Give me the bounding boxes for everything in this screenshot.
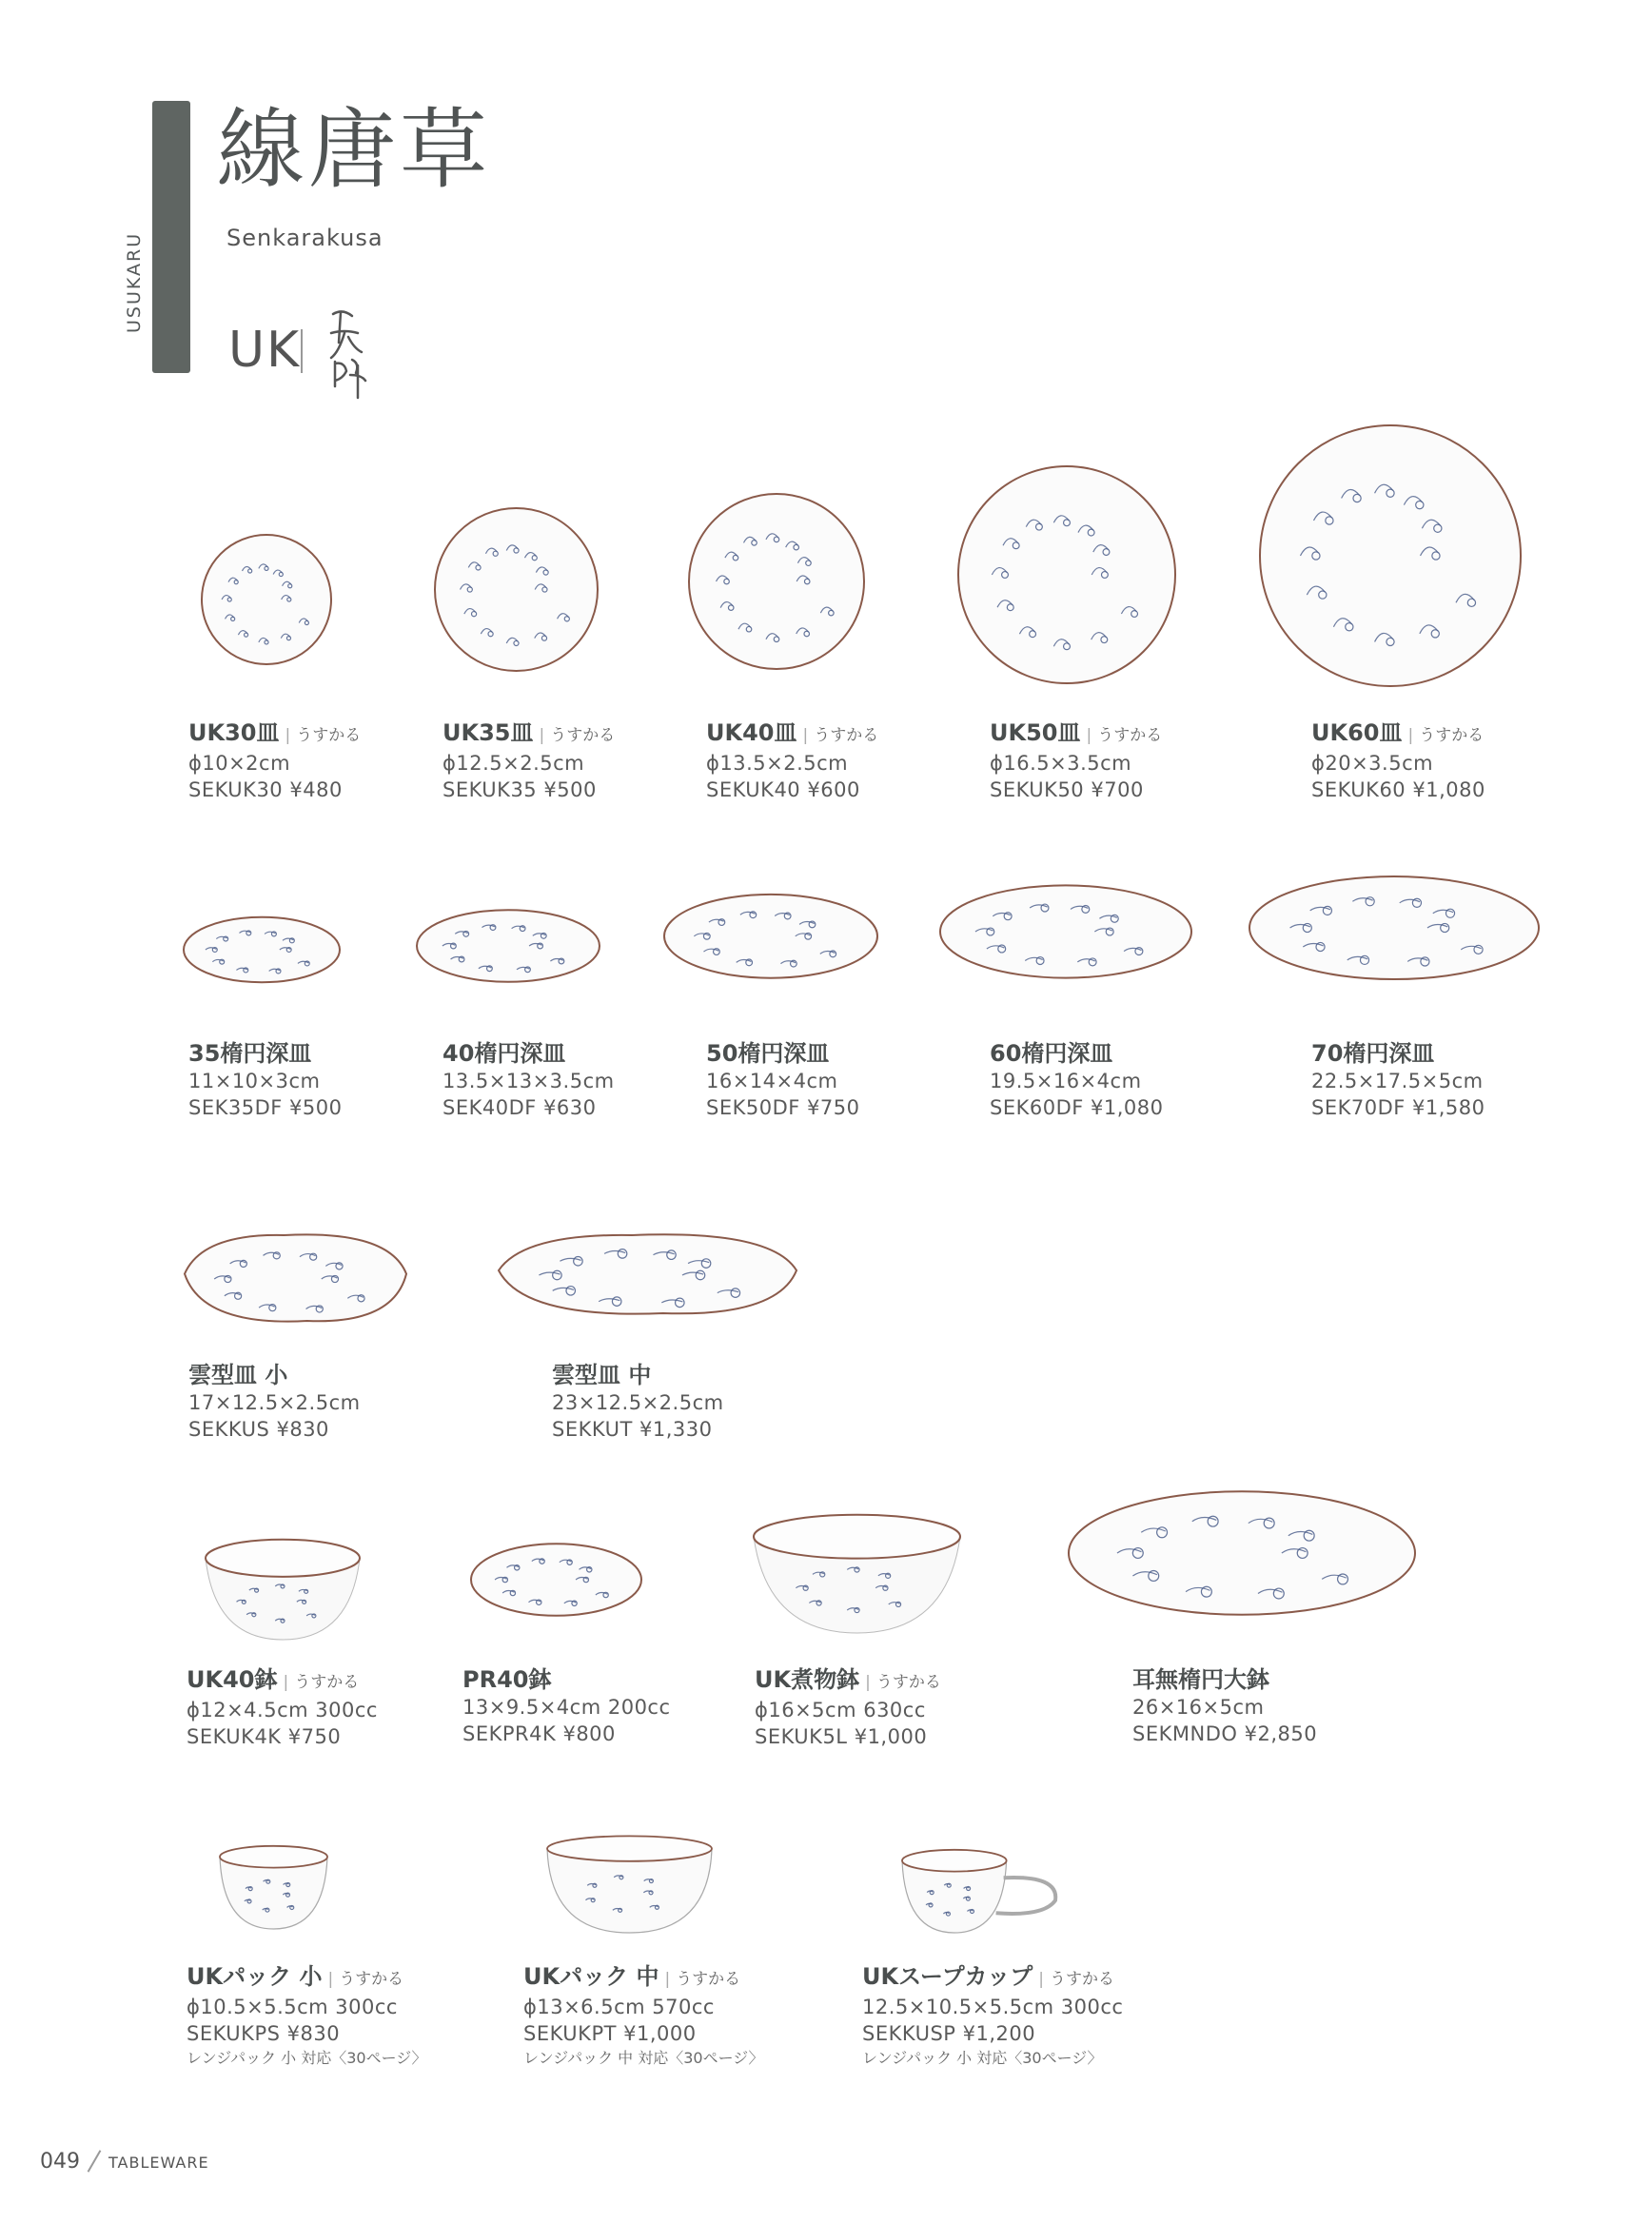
product-price: ¥750 bbox=[287, 1725, 342, 1748]
product-tag: | うすかる bbox=[802, 726, 878, 745]
product-price: ¥480 bbox=[289, 778, 343, 801]
product-price: ¥830 bbox=[276, 1418, 329, 1441]
product-code: SEK50DF bbox=[706, 1096, 800, 1119]
product-size: 11×10×3cm bbox=[188, 1070, 321, 1092]
section-name: TABLEWARE bbox=[108, 2154, 209, 2172]
product-tag: | うすかる bbox=[1407, 726, 1484, 745]
product-code: SEKUKPT bbox=[523, 2022, 617, 2045]
product-tag: | うすかる bbox=[1086, 726, 1162, 745]
product-size: ϕ10.5×5.5cm 300cc bbox=[187, 1996, 398, 2018]
brand-divider bbox=[301, 329, 303, 373]
page-subtitle: Senkarakusa bbox=[226, 225, 384, 251]
product-size: 13×9.5×4cm 200cc bbox=[462, 1696, 671, 1719]
product-image-uk-simmer-bowl bbox=[750, 1508, 964, 1637]
product-image-cloud-plate-medium bbox=[493, 1228, 802, 1323]
product-size: 19.5×16×4cm bbox=[990, 1070, 1142, 1092]
product-price: ¥1,000 bbox=[854, 1725, 928, 1748]
product-name: 35楕円深皿 bbox=[188, 1040, 312, 1067]
product-name: UK40鉢 bbox=[187, 1666, 278, 1693]
product-image-35-oval-deep-plate bbox=[181, 914, 343, 1004]
product-image-60-oval-deep-plate bbox=[937, 880, 1194, 1009]
product-image-uk40-bowl bbox=[202, 1534, 364, 1643]
product-name: 耳無楕円大鉢 bbox=[1132, 1666, 1269, 1693]
footer-divider bbox=[88, 2150, 102, 2173]
product-size: 22.5×17.5×5cm bbox=[1311, 1070, 1484, 1092]
product-size: ϕ16×5cm 630cc bbox=[755, 1699, 926, 1721]
product-tag: | うすかる bbox=[539, 726, 615, 745]
product-code: SEKMNDO bbox=[1132, 1722, 1238, 1745]
product-caption-cloud-medium bbox=[552, 1361, 952, 1443]
product-code: SEKUK35 bbox=[442, 778, 538, 801]
product-image-70-oval-deep-plate bbox=[1247, 871, 1542, 1013]
product-name: 雲型皿 中 bbox=[552, 1362, 652, 1388]
product-name: UK60皿 bbox=[1311, 719, 1403, 746]
product-price: ¥1,080 bbox=[1412, 778, 1485, 801]
product-image-uk35-plate bbox=[433, 506, 600, 673]
product-name: UK35皿 bbox=[442, 719, 534, 746]
page-title: 線唐草 bbox=[217, 99, 492, 201]
product-price: ¥800 bbox=[562, 1722, 616, 1745]
product-price: ¥1,200 bbox=[962, 2022, 1036, 2045]
product-image-uk50-plate bbox=[956, 464, 1177, 685]
product-caption-uk-soup-cup bbox=[862, 1962, 1262, 2070]
product-tag: | うすかる bbox=[285, 726, 361, 745]
product-size: ϕ12.5×2.5cm bbox=[442, 752, 585, 775]
product-code: SEK35DF bbox=[188, 1096, 283, 1119]
product-name: UK40皿 bbox=[706, 719, 797, 746]
product-code: SEK40DF bbox=[442, 1096, 537, 1119]
product-name: UKスープカップ bbox=[862, 1963, 1033, 1990]
product-price: ¥500 bbox=[543, 778, 597, 801]
product-code: SEK60DF bbox=[990, 1096, 1084, 1119]
product-image-uk-pack-medium bbox=[544, 1832, 720, 1937]
product-size: ϕ12×4.5cm 300cc bbox=[187, 1699, 378, 1721]
product-price: ¥2,850 bbox=[1244, 1722, 1318, 1745]
product-caption-70df bbox=[1311, 1039, 1652, 1121]
product-code: SEKUK30 bbox=[188, 778, 284, 801]
artist-signature bbox=[324, 305, 371, 403]
brand-mark: UK bbox=[228, 322, 302, 379]
product-name: 雲型皿 小 bbox=[188, 1362, 288, 1388]
product-caption-large-oval-bowl bbox=[1132, 1665, 1532, 1747]
product-caption-uk-simmer-bowl bbox=[755, 1665, 1154, 1750]
page-number: 049 bbox=[40, 2150, 80, 2174]
product-size: ϕ13×6.5cm 570cc bbox=[523, 1996, 715, 2018]
product-price: ¥600 bbox=[807, 778, 860, 801]
product-name: 40楕円深皿 bbox=[442, 1040, 566, 1067]
product-price: ¥1,080 bbox=[1091, 1096, 1164, 1119]
product-code: SEKKUT bbox=[552, 1418, 633, 1441]
product-size: 17×12.5×2.5cm bbox=[188, 1391, 361, 1414]
product-size: ϕ16.5×3.5cm bbox=[990, 752, 1132, 775]
product-size: ϕ13.5×2.5cm bbox=[706, 752, 849, 775]
product-name: 60楕円深皿 bbox=[990, 1040, 1113, 1067]
product-caption-uk60 bbox=[1311, 718, 1652, 803]
product-price: ¥830 bbox=[286, 2022, 341, 2045]
product-tag: | うすかる bbox=[865, 1673, 941, 1692]
product-image-uk-soup-cup bbox=[899, 1846, 1061, 1937]
product-price: ¥1,330 bbox=[639, 1418, 713, 1441]
product-name: 50楕円深皿 bbox=[706, 1040, 830, 1067]
product-size: 26×16×5cm bbox=[1132, 1696, 1265, 1719]
product-note: レンジパック 小 対応〈30ページ〉 bbox=[187, 2049, 427, 2067]
product-image-40-oval-deep-plate bbox=[414, 906, 602, 1006]
product-image-50-oval-deep-plate bbox=[661, 890, 880, 1006]
product-image-uk30-plate bbox=[200, 533, 333, 666]
product-size: 13.5×13×3.5cm bbox=[442, 1070, 615, 1092]
product-name: UKパック 小 bbox=[187, 1963, 323, 1990]
product-tag: | うすかる bbox=[327, 1970, 403, 1989]
product-code: SEK70DF bbox=[1311, 1096, 1406, 1119]
product-name: UKパック 中 bbox=[523, 1963, 659, 1990]
product-price: ¥700 bbox=[1091, 778, 1144, 801]
product-price: ¥1,580 bbox=[1412, 1096, 1485, 1119]
product-image-cloud-plate-small bbox=[179, 1228, 412, 1330]
product-size: ϕ20×3.5cm bbox=[1311, 752, 1434, 775]
product-price: ¥500 bbox=[289, 1096, 343, 1119]
product-price: ¥630 bbox=[543, 1096, 597, 1119]
page-footer bbox=[40, 2149, 209, 2174]
series-side-label: USUKARU bbox=[124, 231, 145, 333]
product-code: SEKUK50 bbox=[990, 778, 1085, 801]
product-name: UK煮物鉢 bbox=[755, 1666, 860, 1693]
product-size: 12.5×10.5×5.5cm 300cc bbox=[862, 1996, 1124, 2018]
product-name: UK50皿 bbox=[990, 719, 1081, 746]
product-size: ϕ10×2cm bbox=[188, 752, 291, 775]
product-image-large-oval-bowl bbox=[1066, 1485, 1418, 1656]
product-code: SEKPR4K bbox=[462, 1722, 557, 1745]
product-image-uk-pack-small bbox=[217, 1842, 336, 1933]
product-tag: | うすかる bbox=[664, 1970, 740, 1989]
product-code: SEKUKPS bbox=[187, 2022, 281, 2045]
product-image-uk40-plate bbox=[687, 492, 866, 671]
product-code: SEKKUSP bbox=[862, 2022, 956, 2045]
product-image-uk60-plate bbox=[1258, 423, 1523, 688]
sidebar-accent-bar bbox=[152, 101, 190, 373]
product-name: 70楕円深皿 bbox=[1311, 1040, 1435, 1067]
product-size: 16×14×4cm bbox=[706, 1070, 838, 1092]
product-image-pr40-bowl bbox=[468, 1540, 644, 1640]
product-name: UK30皿 bbox=[188, 719, 280, 746]
product-caption-cloud-small bbox=[188, 1361, 588, 1443]
product-tag: | うすかる bbox=[283, 1673, 359, 1692]
product-size: 23×12.5×2.5cm bbox=[552, 1391, 724, 1414]
product-note: レンジパック 中 対応〈30ページ〉 bbox=[523, 2049, 764, 2067]
product-price: ¥750 bbox=[807, 1096, 860, 1119]
product-tag: | うすかる bbox=[1038, 1970, 1114, 1989]
product-code: SEKUK40 bbox=[706, 778, 801, 801]
product-price: ¥1,000 bbox=[623, 2022, 697, 2045]
product-code: SEKUK5L bbox=[755, 1725, 848, 1748]
product-note: レンジパック 小 対応〈30ページ〉 bbox=[862, 2049, 1103, 2067]
product-name: PR40鉢 bbox=[462, 1666, 552, 1693]
product-code: SEKUK60 bbox=[1311, 778, 1406, 801]
product-code: SEKUK4K bbox=[187, 1725, 282, 1748]
product-code: SEKKUS bbox=[188, 1418, 270, 1441]
